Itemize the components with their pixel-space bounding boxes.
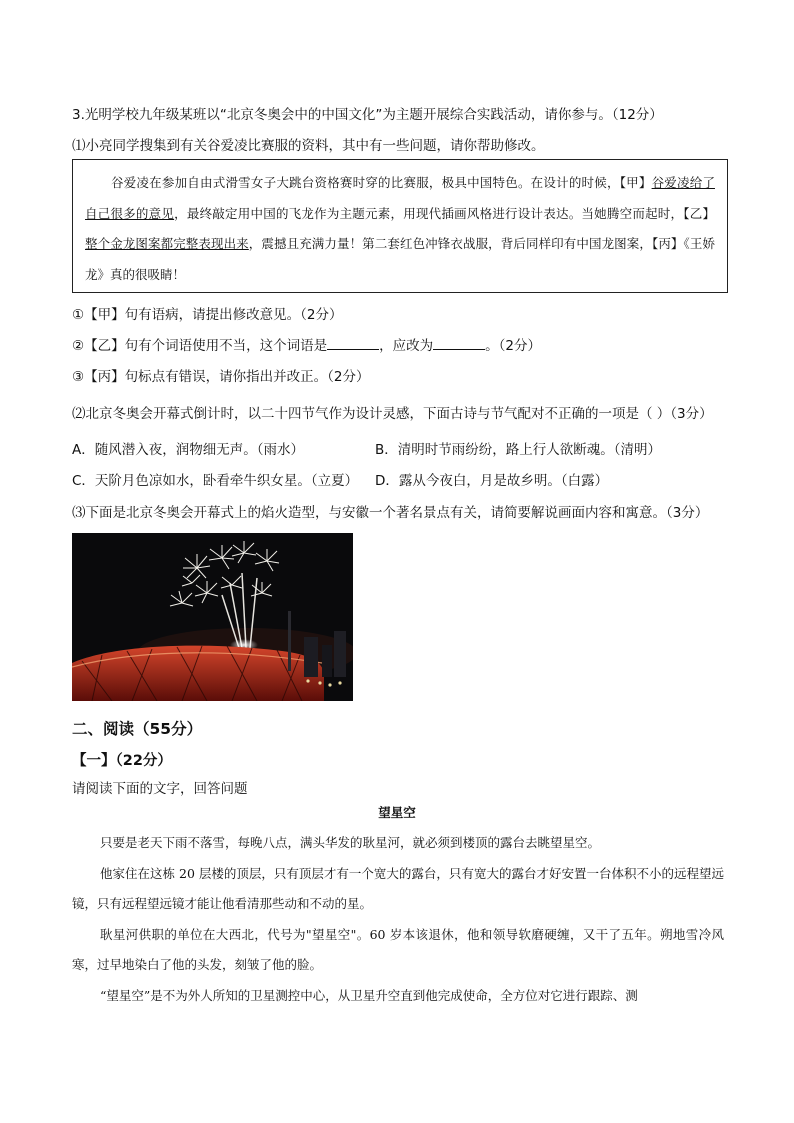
passage-text	[85, 168, 715, 290]
essay-paragraph: “望星空”是不为外人所知的卫星测控中心，从卫星升空直到他完成使命，全方位对它进行跟踪、测	[100, 987, 638, 1003]
option-d[interactable]: D．露从今夜白，月是故乡明。（白露）	[375, 473, 609, 489]
mark-bing: 【丙】	[651, 236, 684, 251]
option-a[interactable]: A．随风潜入夜，润物细无声。（雨水）	[72, 442, 304, 458]
answer-blank-2[interactable]	[433, 337, 485, 350]
option-c[interactable]: C．天阶月色凉如水，卧看牵牛织女星。（立夏）	[72, 473, 359, 489]
mark-jia: 【甲】	[619, 175, 652, 190]
sentence-jia: 谷爱凌给了自己很多的意见	[85, 175, 715, 221]
reading-part-1-title: 【一】（22分）	[72, 753, 172, 769]
item-2-text-a: ②【乙】句有个词语使用不当，这个词语是	[72, 338, 328, 354]
essay-paragraph: 只要是老天下雨不落雪，每晚八点，满头华发的耿星河，就必须到楼顶的露台去眺望星空。	[100, 835, 601, 850]
passage-part-3: ，震撼且充满力量！第二套红色冲锋衣战服，背后同样印有中国龙图案，	[248, 236, 652, 251]
item-2-text-b: ，应改为	[379, 338, 434, 354]
sub-question-3-stem: ⑶下面是北京冬奥会开幕式上的焰火造型，与安徽一个著名景点有关，请简要解说画面内容和寓意。（3分）	[72, 505, 709, 521]
passage-part-4: 《王娇龙》真的很吸睛！	[85, 236, 715, 282]
item-3: ③【丙】句标点有错误，请你指出并改正。（2分）	[72, 369, 370, 385]
passage-part-2: ，最终敲定用中国的飞龙作为主题元素，用现代插画风格进行设计表达。当她腾空而起时，	[174, 205, 684, 221]
mark-yi: 【乙】	[683, 205, 715, 221]
question-3-stem: 3.光明学校九年级某班以“北京冬奥会中的中国文化”为主题开展综合实践活动，请你参与。（12分）	[72, 107, 663, 123]
essay-title: 望星空	[378, 805, 416, 820]
answer-blank-1[interactable]	[327, 337, 379, 350]
item-1: ①【甲】句有语病，请提出修改意见。（2分）	[72, 307, 343, 323]
item-2-text-c: 。（2分）	[485, 338, 541, 354]
essay-paragraph: 他家住在这栋 20 层楼的顶层，只有顶层才有一个宽大的露台，只有宽大的露台才好安置一台体积不小的远程望远镜，只有远程望远镜才能让他看清那些动和不动的星。	[72, 865, 724, 912]
reading-instruction: 请阅读下面的文字，回答问题	[72, 781, 248, 797]
fireworks-photo	[72, 533, 353, 701]
sentence-yi: 整个金龙图案都完整表现出来	[85, 236, 249, 251]
passage-box	[72, 159, 728, 293]
sub-question-2-stem: ⑵北京冬奥会开幕式倒计时，以二十四节气作为设计灵感，下面古诗与节气配对不正确的一项是（ ）（3分）	[72, 406, 713, 422]
essay-body	[72, 828, 724, 1012]
item-2	[72, 334, 541, 354]
section-2-title: 二、阅读（55分）	[72, 720, 203, 738]
passage-part-1: 谷爱凌在参加自由式滑雪女子大跳台资格赛时穿的比赛服，极具中国特色。在设计的时候，	[111, 175, 620, 190]
essay-paragraph: 耿星河供职的单位在大西北，代号为"望星空"。60 岁本该退休，他和领导软磨硬缠，又干了五年。朔地雪冷风寒，过早地染白了他的头发，刻皱了他的脸。	[72, 926, 724, 973]
sub-question-1-intro: ⑴小亮同学搜集到有关谷爱凌比赛服的资料，其中有一些问题，请你帮助修改。	[72, 138, 545, 154]
option-b[interactable]: B．清明时节雨纷纷，路上行人欲断魂。（清明）	[375, 442, 662, 458]
